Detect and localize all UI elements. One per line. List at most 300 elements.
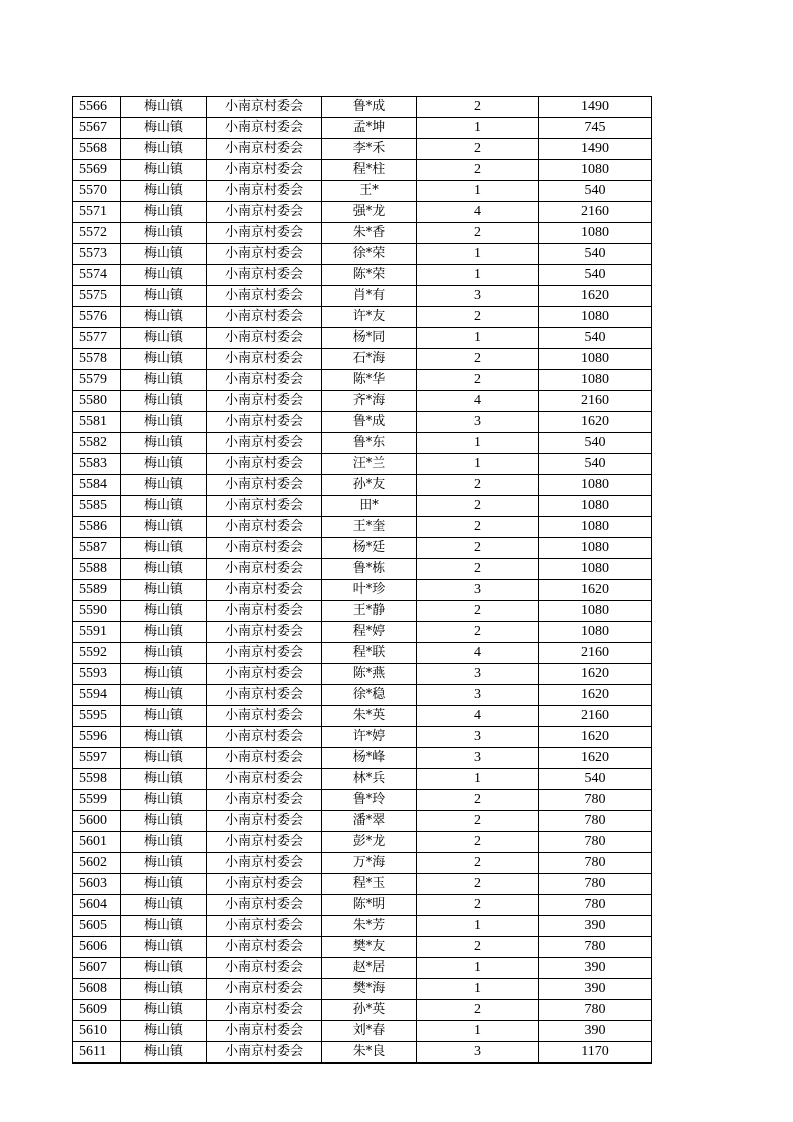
serial-number-cell: 5596	[73, 727, 121, 748]
serial-number-cell: 5595	[73, 706, 121, 727]
village-committee-cell: 小南京村委会	[207, 475, 322, 496]
village-committee-cell: 小南京村委会	[207, 832, 322, 853]
table-row	[73, 202, 652, 223]
village-committee-cell: 小南京村委会	[207, 286, 322, 307]
table-row	[73, 916, 652, 937]
village-committee-cell: 小南京村委会	[207, 979, 322, 1000]
town-cell: 梅山镇	[121, 202, 207, 223]
table-row	[73, 685, 652, 706]
village-committee-cell: 小南京村委会	[207, 895, 322, 916]
serial-number-cell: 5579	[73, 370, 121, 391]
name-cell: 田*	[322, 496, 417, 517]
household-count-cell: 3	[417, 748, 539, 769]
amount-cell: 780	[539, 790, 652, 811]
town-cell: 梅山镇	[121, 811, 207, 832]
amount-cell: 745	[539, 118, 652, 139]
name-cell: 李*禾	[322, 139, 417, 160]
village-committee-cell: 小南京村委会	[207, 202, 322, 223]
household-count-cell: 2	[417, 139, 539, 160]
name-cell: 鲁*成	[322, 97, 417, 118]
village-committee-cell: 小南京村委会	[207, 727, 322, 748]
village-committee-cell: 小南京村委会	[207, 97, 322, 118]
table-row	[73, 769, 652, 790]
household-count-cell: 1	[417, 454, 539, 475]
table-row	[73, 307, 652, 328]
town-cell: 梅山镇	[121, 937, 207, 958]
village-committee-cell: 小南京村委会	[207, 328, 322, 349]
village-committee-cell: 小南京村委会	[207, 181, 322, 202]
serial-number-cell: 5585	[73, 496, 121, 517]
table-row	[73, 118, 652, 139]
table-row	[73, 391, 652, 412]
serial-number-cell: 5568	[73, 139, 121, 160]
table-row	[73, 181, 652, 202]
village-committee-cell: 小南京村委会	[207, 769, 322, 790]
amount-cell: 390	[539, 958, 652, 979]
village-committee-cell: 小南京村委会	[207, 601, 322, 622]
serial-number-cell: 5575	[73, 286, 121, 307]
name-cell: 鲁*玲	[322, 790, 417, 811]
amount-cell: 780	[539, 937, 652, 958]
serial-number-cell: 5574	[73, 265, 121, 286]
amount-cell: 1490	[539, 139, 652, 160]
amount-cell: 1080	[539, 622, 652, 643]
table-row	[73, 97, 652, 118]
town-cell: 梅山镇	[121, 118, 207, 139]
village-committee-cell: 小南京村委会	[207, 790, 322, 811]
household-count-cell: 2	[417, 601, 539, 622]
village-committee-cell: 小南京村委会	[207, 1042, 322, 1064]
name-cell: 朱*英	[322, 706, 417, 727]
amount-cell: 780	[539, 874, 652, 895]
name-cell: 孙*友	[322, 475, 417, 496]
town-cell: 梅山镇	[121, 223, 207, 244]
amount-cell: 1620	[539, 664, 652, 685]
table-row	[73, 811, 652, 832]
household-count-cell: 3	[417, 685, 539, 706]
table-row	[73, 475, 652, 496]
household-count-cell: 4	[417, 391, 539, 412]
name-cell: 王*	[322, 181, 417, 202]
amount-cell: 1490	[539, 97, 652, 118]
name-cell: 汪*兰	[322, 454, 417, 475]
village-committee-cell: 小南京村委会	[207, 811, 322, 832]
serial-number-cell: 5602	[73, 853, 121, 874]
name-cell: 叶*珍	[322, 580, 417, 601]
town-cell: 梅山镇	[121, 643, 207, 664]
town-cell: 梅山镇	[121, 580, 207, 601]
name-cell: 彭*龙	[322, 832, 417, 853]
serial-number-cell: 5577	[73, 328, 121, 349]
town-cell: 梅山镇	[121, 286, 207, 307]
table-row	[73, 223, 652, 244]
household-count-cell: 2	[417, 559, 539, 580]
amount-cell: 1080	[539, 349, 652, 370]
table-row	[73, 706, 652, 727]
household-count-cell: 2	[417, 517, 539, 538]
household-count-cell: 2	[417, 853, 539, 874]
table-row	[73, 1021, 652, 1042]
household-count-cell: 4	[417, 202, 539, 223]
town-cell: 梅山镇	[121, 328, 207, 349]
amount-cell: 1080	[539, 517, 652, 538]
table-row	[73, 412, 652, 433]
household-count-cell: 2	[417, 349, 539, 370]
serial-number-cell: 5581	[73, 412, 121, 433]
name-cell: 王*奎	[322, 517, 417, 538]
name-cell: 朱*芳	[322, 916, 417, 937]
village-committee-cell: 小南京村委会	[207, 685, 322, 706]
village-committee-cell: 小南京村委会	[207, 118, 322, 139]
amount-cell: 540	[539, 328, 652, 349]
household-count-cell: 2	[417, 97, 539, 118]
serial-number-cell: 5569	[73, 160, 121, 181]
amount-cell: 390	[539, 979, 652, 1000]
serial-number-cell: 5573	[73, 244, 121, 265]
name-cell: 程*婷	[322, 622, 417, 643]
name-cell: 孟*坤	[322, 118, 417, 139]
household-count-cell: 1	[417, 769, 539, 790]
town-cell: 梅山镇	[121, 370, 207, 391]
town-cell: 梅山镇	[121, 349, 207, 370]
household-count-cell: 2	[417, 496, 539, 517]
name-cell: 鲁*东	[322, 433, 417, 454]
serial-number-cell: 5586	[73, 517, 121, 538]
amount-cell: 1620	[539, 286, 652, 307]
serial-number-cell: 5606	[73, 937, 121, 958]
name-cell: 林*兵	[322, 769, 417, 790]
table-row	[73, 790, 652, 811]
serial-number-cell: 5592	[73, 643, 121, 664]
town-cell: 梅山镇	[121, 412, 207, 433]
name-cell: 王*静	[322, 601, 417, 622]
town-cell: 梅山镇	[121, 664, 207, 685]
table-row	[73, 328, 652, 349]
amount-cell: 1080	[539, 601, 652, 622]
table-row	[73, 580, 652, 601]
amount-cell: 2160	[539, 643, 652, 664]
amount-cell: 1080	[539, 538, 652, 559]
serial-number-cell: 5604	[73, 895, 121, 916]
table-row	[73, 979, 652, 1000]
serial-number-cell: 5580	[73, 391, 121, 412]
amount-cell: 1080	[539, 370, 652, 391]
town-cell: 梅山镇	[121, 496, 207, 517]
serial-number-cell: 5589	[73, 580, 121, 601]
name-cell: 杨*峰	[322, 748, 417, 769]
amount-cell: 1080	[539, 160, 652, 181]
serial-number-cell: 5603	[73, 874, 121, 895]
village-committee-cell: 小南京村委会	[207, 517, 322, 538]
table-row	[73, 1000, 652, 1021]
amount-cell: 540	[539, 244, 652, 265]
table-row	[73, 874, 652, 895]
serial-number-cell: 5599	[73, 790, 121, 811]
name-cell: 赵*居	[322, 958, 417, 979]
household-count-cell: 2	[417, 307, 539, 328]
name-cell: 陈*荣	[322, 265, 417, 286]
town-cell: 梅山镇	[121, 622, 207, 643]
serial-number-cell: 5591	[73, 622, 121, 643]
amount-cell: 1620	[539, 580, 652, 601]
table-row	[73, 160, 652, 181]
household-count-cell: 2	[417, 811, 539, 832]
household-count-cell: 2	[417, 475, 539, 496]
name-cell: 刘*春	[322, 1021, 417, 1042]
table-row	[73, 664, 652, 685]
name-cell: 陈*明	[322, 895, 417, 916]
household-count-cell: 2	[417, 622, 539, 643]
table-row	[73, 139, 652, 160]
table-row	[73, 895, 652, 916]
amount-cell: 1080	[539, 307, 652, 328]
table-row	[73, 643, 652, 664]
amount-cell: 2160	[539, 706, 652, 727]
table-row	[73, 727, 652, 748]
village-committee-cell: 小南京村委会	[207, 496, 322, 517]
household-count-cell: 1	[417, 916, 539, 937]
town-cell: 梅山镇	[121, 601, 207, 622]
household-count-cell: 1	[417, 118, 539, 139]
town-cell: 梅山镇	[121, 895, 207, 916]
household-count-cell: 1	[417, 181, 539, 202]
name-cell: 朱*良	[322, 1042, 417, 1064]
village-committee-cell: 小南京村委会	[207, 433, 322, 454]
town-cell: 梅山镇	[121, 433, 207, 454]
table-row	[73, 349, 652, 370]
table-row	[73, 433, 652, 454]
town-cell: 梅山镇	[121, 1042, 207, 1064]
amount-cell: 1620	[539, 727, 652, 748]
town-cell: 梅山镇	[121, 139, 207, 160]
amount-cell: 390	[539, 916, 652, 937]
town-cell: 梅山镇	[121, 475, 207, 496]
village-committee-cell: 小南京村委会	[207, 916, 322, 937]
village-committee-cell: 小南京村委会	[207, 622, 322, 643]
household-count-cell: 3	[417, 412, 539, 433]
table-row	[73, 958, 652, 979]
serial-number-cell: 5608	[73, 979, 121, 1000]
serial-number-cell: 5570	[73, 181, 121, 202]
serial-number-cell: 5598	[73, 769, 121, 790]
table-row	[73, 244, 652, 265]
town-cell: 梅山镇	[121, 874, 207, 895]
village-committee-cell: 小南京村委会	[207, 412, 322, 433]
village-committee-cell: 小南京村委会	[207, 937, 322, 958]
amount-cell: 1620	[539, 685, 652, 706]
town-cell: 梅山镇	[121, 853, 207, 874]
town-cell: 梅山镇	[121, 727, 207, 748]
household-count-cell: 4	[417, 643, 539, 664]
amount-cell: 1080	[539, 496, 652, 517]
serial-number-cell: 5576	[73, 307, 121, 328]
name-cell: 陈*华	[322, 370, 417, 391]
village-committee-cell: 小南京村委会	[207, 664, 322, 685]
serial-number-cell: 5610	[73, 1021, 121, 1042]
household-count-cell: 3	[417, 727, 539, 748]
serial-number-cell: 5566	[73, 97, 121, 118]
table-row	[73, 559, 652, 580]
village-committee-cell: 小南京村委会	[207, 370, 322, 391]
serial-number-cell: 5571	[73, 202, 121, 223]
village-committee-cell: 小南京村委会	[207, 706, 322, 727]
name-cell: 石*海	[322, 349, 417, 370]
serial-number-cell: 5611	[73, 1042, 121, 1064]
town-cell: 梅山镇	[121, 265, 207, 286]
serial-number-cell: 5582	[73, 433, 121, 454]
table-row	[73, 496, 652, 517]
amount-cell: 540	[539, 433, 652, 454]
name-cell: 潘*翠	[322, 811, 417, 832]
serial-number-cell: 5572	[73, 223, 121, 244]
town-cell: 梅山镇	[121, 559, 207, 580]
household-count-cell: 2	[417, 223, 539, 244]
household-count-cell: 2	[417, 874, 539, 895]
serial-number-cell: 5587	[73, 538, 121, 559]
serial-number-cell: 5578	[73, 349, 121, 370]
serial-number-cell: 5597	[73, 748, 121, 769]
amount-cell: 540	[539, 454, 652, 475]
table-row	[73, 853, 652, 874]
amount-cell: 1620	[539, 748, 652, 769]
name-cell: 朱*香	[322, 223, 417, 244]
table-row	[73, 937, 652, 958]
serial-number-cell: 5605	[73, 916, 121, 937]
serial-number-cell: 5594	[73, 685, 121, 706]
town-cell: 梅山镇	[121, 181, 207, 202]
name-cell: 许*友	[322, 307, 417, 328]
village-committee-cell: 小南京村委会	[207, 958, 322, 979]
household-count-cell: 2	[417, 895, 539, 916]
town-cell: 梅山镇	[121, 685, 207, 706]
household-count-cell: 3	[417, 664, 539, 685]
serial-number-cell: 5567	[73, 118, 121, 139]
household-count-cell: 1	[417, 958, 539, 979]
name-cell: 杨*同	[322, 328, 417, 349]
town-cell: 梅山镇	[121, 979, 207, 1000]
amount-cell: 780	[539, 895, 652, 916]
household-count-cell: 3	[417, 580, 539, 601]
household-count-cell: 4	[417, 706, 539, 727]
name-cell: 樊*友	[322, 937, 417, 958]
serial-number-cell: 5584	[73, 475, 121, 496]
town-cell: 梅山镇	[121, 958, 207, 979]
household-count-cell: 2	[417, 160, 539, 181]
serial-number-cell: 5588	[73, 559, 121, 580]
town-cell: 梅山镇	[121, 244, 207, 265]
household-count-cell: 2	[417, 538, 539, 559]
name-cell: 孙*英	[322, 1000, 417, 1021]
table-row	[73, 601, 652, 622]
name-cell: 程*联	[322, 643, 417, 664]
amount-cell: 2160	[539, 202, 652, 223]
village-committee-cell: 小南京村委会	[207, 643, 322, 664]
serial-number-cell: 5601	[73, 832, 121, 853]
table-row	[73, 1042, 652, 1064]
town-cell: 梅山镇	[121, 517, 207, 538]
amount-cell: 1080	[539, 223, 652, 244]
town-cell: 梅山镇	[121, 790, 207, 811]
household-count-cell: 2	[417, 937, 539, 958]
name-cell: 肖*有	[322, 286, 417, 307]
table-row	[73, 265, 652, 286]
serial-number-cell: 5583	[73, 454, 121, 475]
roster-table-body	[73, 97, 652, 1064]
name-cell: 齐*海	[322, 391, 417, 412]
village-committee-cell: 小南京村委会	[207, 349, 322, 370]
amount-cell: 1080	[539, 475, 652, 496]
name-cell: 樊*海	[322, 979, 417, 1000]
name-cell: 徐*稳	[322, 685, 417, 706]
household-count-cell: 3	[417, 1042, 539, 1064]
amount-cell: 780	[539, 811, 652, 832]
town-cell: 梅山镇	[121, 1021, 207, 1042]
household-count-cell: 2	[417, 790, 539, 811]
village-committee-cell: 小南京村委会	[207, 1021, 322, 1042]
household-count-cell: 1	[417, 433, 539, 454]
table-row	[73, 517, 652, 538]
name-cell: 杨*廷	[322, 538, 417, 559]
amount-cell: 1170	[539, 1042, 652, 1064]
village-committee-cell: 小南京村委会	[207, 391, 322, 412]
town-cell: 梅山镇	[121, 1000, 207, 1021]
name-cell: 鲁*栋	[322, 559, 417, 580]
household-count-cell: 3	[417, 286, 539, 307]
name-cell: 程*柱	[322, 160, 417, 181]
name-cell: 万*海	[322, 853, 417, 874]
village-committee-cell: 小南京村委会	[207, 538, 322, 559]
name-cell: 强*龙	[322, 202, 417, 223]
amount-cell: 540	[539, 769, 652, 790]
town-cell: 梅山镇	[121, 391, 207, 412]
village-committee-cell: 小南京村委会	[207, 307, 322, 328]
amount-cell: 780	[539, 853, 652, 874]
village-committee-cell: 小南京村委会	[207, 1000, 322, 1021]
household-count-cell: 1	[417, 979, 539, 1000]
amount-cell: 2160	[539, 391, 652, 412]
name-cell: 鲁*成	[322, 412, 417, 433]
household-count-cell: 1	[417, 265, 539, 286]
serial-number-cell: 5609	[73, 1000, 121, 1021]
village-committee-cell: 小南京村委会	[207, 160, 322, 181]
village-committee-cell: 小南京村委会	[207, 223, 322, 244]
table-row	[73, 370, 652, 391]
town-cell: 梅山镇	[121, 97, 207, 118]
table-row	[73, 622, 652, 643]
town-cell: 梅山镇	[121, 538, 207, 559]
amount-cell: 1080	[539, 559, 652, 580]
name-cell: 徐*荣	[322, 244, 417, 265]
town-cell: 梅山镇	[121, 748, 207, 769]
village-committee-cell: 小南京村委会	[207, 139, 322, 160]
town-cell: 梅山镇	[121, 160, 207, 181]
town-cell: 梅山镇	[121, 832, 207, 853]
serial-number-cell: 5593	[73, 664, 121, 685]
amount-cell: 540	[539, 181, 652, 202]
amount-cell: 780	[539, 1000, 652, 1021]
table-row	[73, 832, 652, 853]
village-committee-cell: 小南京村委会	[207, 454, 322, 475]
household-count-cell: 1	[417, 244, 539, 265]
village-committee-cell: 小南京村委会	[207, 244, 322, 265]
household-count-cell: 2	[417, 1000, 539, 1021]
village-committee-cell: 小南京村委会	[207, 580, 322, 601]
town-cell: 梅山镇	[121, 307, 207, 328]
amount-cell: 540	[539, 265, 652, 286]
town-cell: 梅山镇	[121, 916, 207, 937]
amount-cell: 390	[539, 1021, 652, 1042]
roster-table	[72, 96, 652, 1064]
